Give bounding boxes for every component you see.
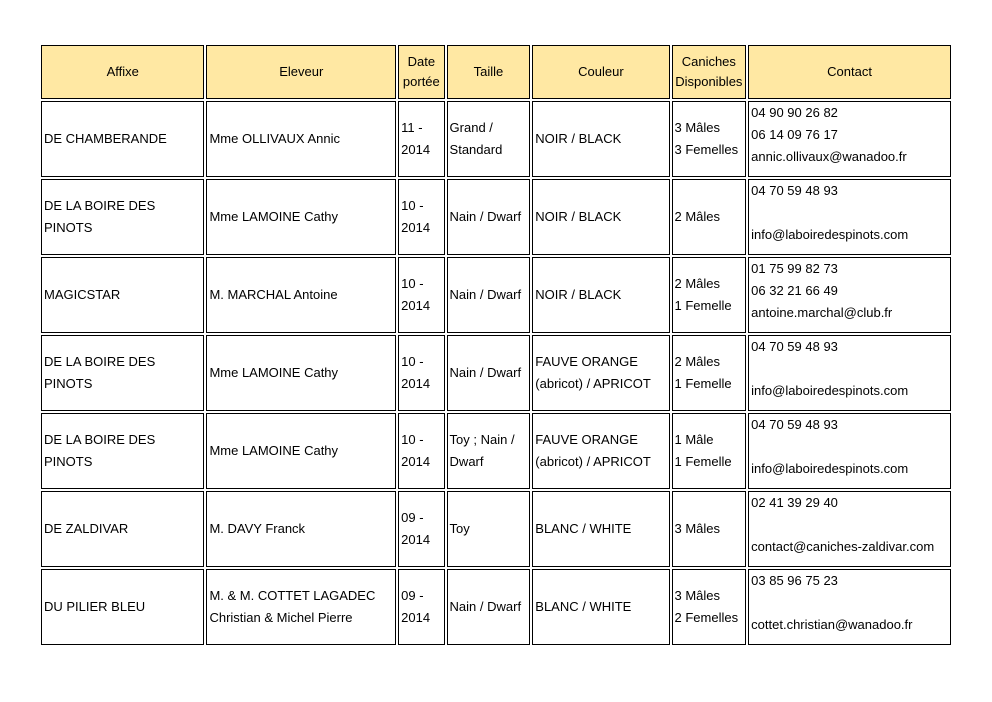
cell-date	[398, 179, 444, 255]
cell-couleur	[532, 491, 669, 567]
table-row	[41, 413, 951, 489]
header-couleur: Couleur	[532, 45, 669, 99]
cell-caniches	[672, 101, 747, 177]
contact-line: 04 70 59 48 93	[751, 339, 838, 354]
cell-contact	[748, 335, 951, 411]
caniches-line: 2 Mâles	[674, 276, 721, 291]
couleur-line: BLANC / WHITE	[535, 521, 632, 536]
contact-line: 02 41 39 29 40	[751, 495, 838, 510]
cell-caniches	[672, 569, 747, 645]
cell-affixe: DE LA BOIRE DES PINOTS	[41, 335, 204, 411]
couleur-line: FAUVE ORANGE	[535, 354, 638, 369]
caniches-line: 3 Mâles	[674, 588, 721, 603]
cell-affixe: DE ZALDIVAR	[41, 491, 204, 567]
contact-line: 01 75 99 82 73	[751, 261, 838, 276]
cell-couleur	[532, 257, 669, 333]
cell-caniches	[672, 179, 747, 255]
couleur-line: NOIR / BLACK	[535, 131, 622, 146]
cell-affixe: DU PILIER BLEU	[41, 569, 204, 645]
cell-date	[398, 101, 444, 177]
date-line: 09 -	[401, 510, 424, 525]
caniches-line: 3 Mâles	[674, 120, 721, 135]
couleur-line: (abricot) / APRICOT	[535, 454, 651, 469]
caniches-line: 3 Mâles	[674, 521, 721, 536]
cell-date	[398, 257, 444, 333]
cell-couleur	[532, 335, 669, 411]
date-line: 2014	[401, 454, 431, 469]
cell-affixe: DE CHAMBERANDE	[41, 101, 204, 177]
couleur-line: BLANC / WHITE	[535, 599, 632, 614]
cell-caniches	[672, 413, 747, 489]
contact-line[interactable]: info@laboiredespinots.com	[751, 383, 909, 398]
header-affixe: Affixe	[41, 45, 204, 99]
cell-contact	[748, 569, 951, 645]
date-line: 10 -	[401, 276, 424, 291]
header-date-line1: Date	[407, 54, 436, 69]
cell-affixe: DE LA BOIRE DES PINOTS	[41, 413, 204, 489]
taille-line: Standard	[449, 142, 503, 157]
couleur-line: NOIR / BLACK	[535, 287, 622, 302]
caniches-line: 3 Femelles	[674, 142, 739, 157]
contact-line	[751, 202, 948, 224]
cell-affixe: MAGICSTAR	[41, 257, 204, 333]
contact-line[interactable]: info@laboiredespinots.com	[751, 461, 909, 476]
cell-eleveur	[206, 257, 396, 333]
cell-couleur	[532, 101, 669, 177]
table-row	[41, 335, 951, 411]
contact-line: 06 14 09 76 17	[751, 127, 838, 142]
contact-line[interactable]: info@laboiredespinots.com	[751, 227, 909, 242]
cell-taille	[447, 257, 531, 333]
cell-contact	[748, 491, 951, 567]
cell-taille	[447, 413, 531, 489]
date-line: 11 -	[401, 120, 423, 135]
cell-caniches	[672, 257, 747, 333]
cell-affixe: DE LA BOIRE DES PINOTS	[41, 179, 204, 255]
header-row	[41, 45, 951, 99]
cell-date	[398, 335, 444, 411]
eleveur-line: Mme OLLIVAUX Annic	[209, 131, 340, 146]
contact-line	[751, 436, 948, 458]
date-line: 2014	[401, 532, 431, 547]
table-row	[41, 257, 951, 333]
cell-couleur	[532, 179, 669, 255]
contact-line	[751, 514, 948, 536]
date-line: 2014	[401, 610, 431, 625]
table-row	[41, 101, 951, 177]
date-line: 09 -	[401, 588, 424, 603]
taille-line: Nain / Dwarf	[449, 287, 522, 302]
couleur-line: (abricot) / APRICOT	[535, 376, 651, 391]
cell-caniches	[672, 335, 747, 411]
cell-eleveur	[206, 569, 396, 645]
eleveur-line: Mme LAMOINE Cathy	[209, 209, 339, 224]
caniches-line: 2 Mâles	[674, 354, 721, 369]
contact-line[interactable]: antoine.marchal@club.fr	[751, 305, 893, 320]
header-caniches-disponibles	[672, 45, 747, 99]
date-line: 10 -	[401, 198, 424, 213]
contact-line: 06 32 21 66 49	[751, 283, 838, 298]
table-row	[41, 179, 951, 255]
caniches-line: 1 Mâle	[674, 432, 714, 447]
contact-line: 04 90 90 26 82	[751, 105, 838, 120]
taille-line: Toy	[449, 521, 470, 536]
table-body	[41, 101, 951, 645]
cell-couleur	[532, 569, 669, 645]
eleveur-line: M. MARCHAL Antoine	[209, 287, 338, 302]
cell-eleveur	[206, 179, 396, 255]
contact-line	[751, 592, 948, 614]
date-line: 2014	[401, 376, 431, 391]
caniches-line: 1 Femelle	[674, 298, 732, 313]
taille-line: Nain / Dwarf	[449, 209, 522, 224]
taille-line: Toy ; Nain /	[449, 432, 515, 447]
cell-couleur	[532, 413, 669, 489]
cell-eleveur	[206, 491, 396, 567]
date-line: 2014	[401, 220, 431, 235]
eleveur-line: M. & M. COTTET LAGADEC	[209, 588, 376, 603]
caniches-line: 2 Femelles	[674, 610, 739, 625]
cell-taille	[447, 491, 531, 567]
cell-taille	[447, 179, 531, 255]
taille-line: Dwarf	[449, 454, 484, 469]
contact-line	[751, 358, 948, 380]
contact-line[interactable]: cottet.christian@wanadoo.fr	[751, 617, 913, 632]
header-date-portee	[398, 45, 444, 99]
contact-line: 04 70 59 48 93	[751, 183, 838, 198]
contact-line[interactable]: annic.ollivaux@wanadoo.fr	[751, 149, 907, 164]
cell-date	[398, 491, 444, 567]
couleur-line: FAUVE ORANGE	[535, 432, 638, 447]
cell-contact	[748, 413, 951, 489]
cell-date	[398, 569, 444, 645]
cell-eleveur	[206, 413, 396, 489]
header-date-line2: portée	[402, 74, 440, 89]
cell-taille	[447, 335, 531, 411]
cell-contact	[748, 179, 951, 255]
header-contact: Contact	[748, 45, 951, 99]
contact-line: 03 85 96 75 23	[751, 573, 838, 588]
cell-contact	[748, 101, 951, 177]
taille-line: Grand /	[449, 120, 493, 135]
couleur-line: NOIR / BLACK	[535, 209, 622, 224]
cell-taille	[447, 569, 531, 645]
header-caniches-line2: Disponibles	[675, 74, 743, 89]
date-line: 10 -	[401, 432, 424, 447]
contact-line: 04 70 59 48 93	[751, 417, 838, 432]
cell-date	[398, 413, 444, 489]
taille-line: Nain / Dwarf	[449, 599, 522, 614]
table-row	[41, 569, 951, 645]
eleveur-line: Mme LAMOINE Cathy	[209, 443, 339, 458]
caniches-line: 1 Femelle	[674, 454, 732, 469]
eleveur-line: Mme LAMOINE Cathy	[209, 365, 339, 380]
cell-eleveur	[206, 101, 396, 177]
cell-caniches	[672, 491, 747, 567]
table-row	[41, 491, 951, 567]
date-line: 10 -	[401, 354, 424, 369]
date-line: 2014	[401, 142, 431, 157]
caniches-line: 2 Mâles	[674, 209, 721, 224]
eleveur-line: M. DAVY Franck	[209, 521, 306, 536]
caniches-line: 1 Femelle	[674, 376, 732, 391]
cell-eleveur	[206, 335, 396, 411]
cell-taille	[447, 101, 531, 177]
header-eleveur: Eleveur	[206, 45, 396, 99]
cell-contact	[748, 257, 951, 333]
header-caniches-line1: Caniches	[681, 54, 736, 69]
breeders-table	[39, 43, 953, 647]
eleveur-line: Christian & Michel Pierre	[209, 610, 353, 625]
contact-line[interactable]: contact@caniches-zaldivar.com	[751, 539, 935, 554]
taille-line: Nain / Dwarf	[449, 365, 522, 380]
header-taille: Taille	[447, 45, 531, 99]
date-line: 2014	[401, 298, 431, 313]
